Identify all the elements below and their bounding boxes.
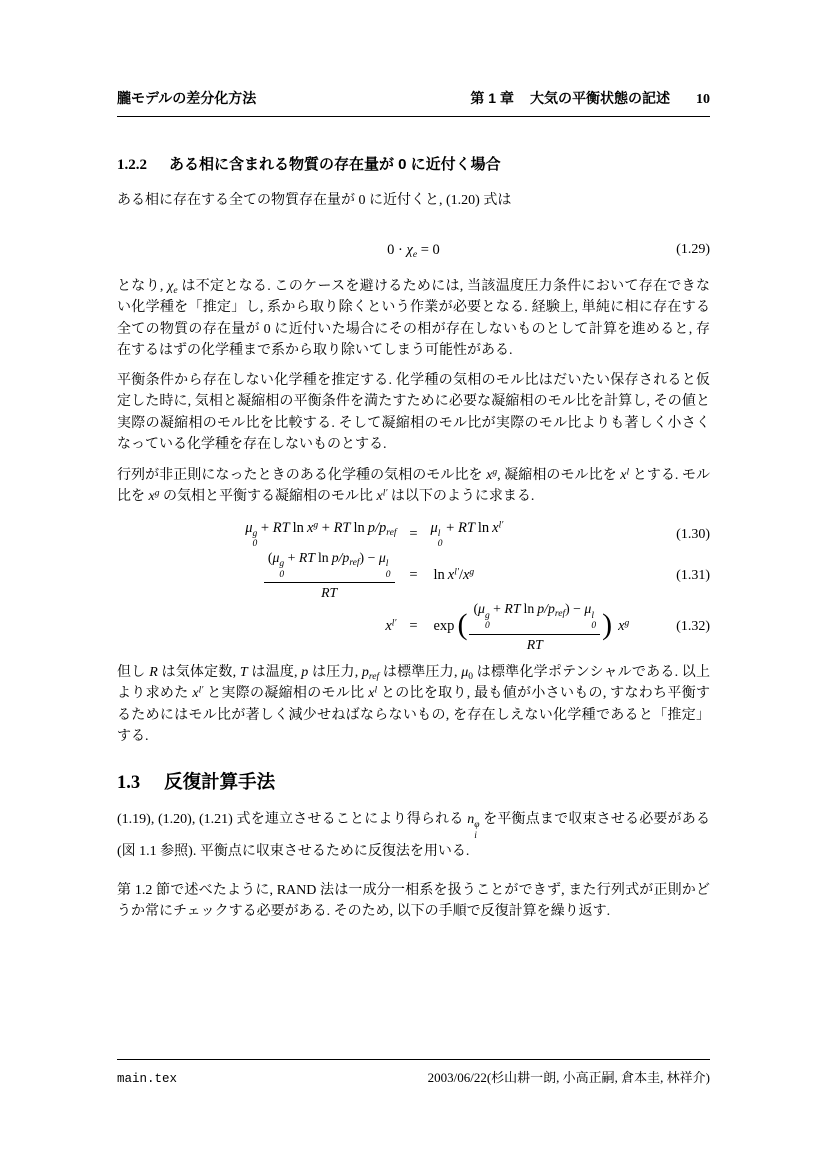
page-number: 10	[696, 92, 710, 107]
math-mu: μ	[461, 664, 469, 680]
math-rt: RT	[272, 519, 290, 536]
math-sup: g	[492, 467, 498, 477]
equation-rhs	[431, 601, 630, 652]
math-x: x	[368, 686, 375, 702]
paragraph-text: は不定となる. このケースを避けるためには, 当該温度圧力条件において存在できない化学種を「推定」し, 系から取り除くという作業が必要となる. 経験上, 単純に相に存在する全ての物質の存在量が 0 に近付いた場合にその相が存在しないものとして計算を進めると, 存在するはずの化学種まで系から取り除いてしまう可能性がある.	[117, 278, 710, 358]
math-sub: 0	[591, 621, 597, 632]
header-doc-title: 朧モデルの差分化方法	[117, 90, 257, 106]
math-x: x	[618, 618, 625, 635]
math-sup: g	[484, 610, 490, 621]
paragraph-text: 但し	[117, 664, 150, 680]
math-sub: i	[474, 830, 477, 841]
fraction-denominator: RT	[526, 636, 543, 652]
equation-1-32	[117, 601, 710, 652]
math-r: R	[149, 664, 158, 680]
math-op: +	[489, 601, 505, 617]
paragraph-text: は圧力,	[308, 664, 362, 680]
math-sub: 0	[279, 569, 285, 580]
math-mu: μ	[272, 549, 280, 565]
fraction	[264, 550, 395, 601]
running-header	[117, 88, 710, 117]
math-sup: g	[279, 559, 285, 570]
math-ln: ln	[523, 601, 535, 617]
equals-sign: =	[409, 526, 418, 543]
equation-1-29	[117, 238, 710, 262]
math-x: x	[148, 489, 155, 504]
math-rt: RT	[504, 601, 521, 617]
math-sub: ref	[368, 671, 380, 682]
paragraph-text: (1.19), (1.20), (1.21) 式を連立させることにより得られる	[117, 811, 468, 827]
math-sub: ref	[386, 527, 397, 538]
paragraph-text: との比を取り, 最も値が小さいもの, すなわち平衡するためにはモル比が著しく減少せねばならないもの, を存在しえない化学種であると「推定」する.	[117, 686, 711, 745]
math-sup: l′	[454, 567, 459, 578]
math-sub: 0	[437, 539, 443, 550]
paragraph-text: 行列が非正則になったときのある化学種の気相のモル比を	[117, 467, 487, 483]
math-n: n	[467, 811, 475, 827]
math-op: /	[458, 567, 463, 584]
math-sub: ref	[554, 609, 566, 620]
equation-rhs	[431, 520, 504, 550]
paragraph-text: は温度,	[247, 664, 302, 680]
footer-filename: main.tex	[117, 1072, 178, 1086]
math-sup: g	[313, 520, 319, 530]
equation-lhs	[262, 550, 397, 601]
math-sup: g	[252, 529, 258, 539]
math-sup: l	[626, 467, 630, 477]
paragraph	[117, 662, 710, 748]
math-sup: g	[624, 618, 630, 629]
math-ln: ln	[292, 519, 304, 536]
math-x: x	[462, 567, 470, 584]
big-paren-open: (	[457, 607, 468, 641]
section-number: 1.3	[117, 772, 141, 793]
math-rt: RT	[457, 519, 475, 536]
math-x: x	[492, 519, 499, 536]
header-right	[470, 88, 710, 108]
math-chi: χ	[167, 278, 174, 294]
math-x: x	[306, 519, 314, 536]
equation-lhs	[245, 520, 396, 550]
fraction-numerator	[469, 601, 600, 634]
math-sub: 0	[385, 569, 391, 580]
paragraph-text: を平衡点まで収束させる必要がある (図 1.1 参照). 平衡点に収束させるために反復法を用いる.	[117, 811, 710, 859]
subsection-number: 1.2.2	[117, 157, 147, 173]
paragraph-text: とする. モル比を	[117, 467, 711, 504]
math-x: x	[486, 467, 493, 483]
math-sup: l	[437, 529, 441, 539]
math-x: x	[192, 686, 199, 702]
equation-number: (1.32)	[676, 618, 710, 634]
math-sup: g	[469, 567, 475, 578]
math-sup: φ	[474, 820, 480, 831]
paragraph-text: は以下のように求まる.	[387, 489, 535, 504]
math-paren: (	[267, 549, 273, 565]
math-term: 0 ·	[387, 241, 407, 258]
math-sub: 0	[484, 621, 490, 632]
math-term: = 0	[417, 241, 440, 258]
paragraph-text: 第 1.2 節で述べたように, RAND 法は一成分一相系を扱うことができず, また行列式が正則かどうか常にチェックする必要がある. そのため, 以下の手順で反復計算を繰り返す.	[117, 882, 710, 919]
paragraph	[117, 465, 710, 508]
equals-sign: =	[409, 618, 418, 635]
equation-1-30	[117, 520, 710, 550]
subsection-heading	[117, 153, 710, 174]
equation-number: (1.29)	[676, 241, 710, 257]
math-sub: ref	[349, 557, 360, 568]
page-footer	[117, 1059, 710, 1086]
math-x: x	[620, 467, 627, 483]
footer-date-authors: 2003/06/22(杉山耕一朗, 小高正嗣, 倉本圭, 林祥介)	[427, 1070, 710, 1085]
equation-rhs	[431, 567, 475, 584]
math-sup: l′	[198, 685, 204, 696]
header-chapter-title: 大気の平衡状態の記述	[530, 90, 670, 106]
math-paren: (	[473, 601, 479, 617]
math-sub: 0	[252, 539, 258, 550]
math-p: p	[301, 664, 309, 680]
math-sup: l′	[382, 488, 388, 499]
paragraph-text: は標準圧力,	[379, 664, 462, 680]
paragraph-text: は気体定数,	[157, 664, 240, 680]
math-op: +	[284, 549, 299, 565]
big-paren-close: )	[602, 607, 613, 641]
math-ln: ln	[433, 567, 445, 584]
paragraph	[117, 370, 710, 456]
paragraph	[117, 190, 710, 212]
math-mu: μ	[245, 519, 253, 536]
paragraph-text: 平衡条件から存在しない化学種を推定する. 化学種の気相のモル比はだいたい保存されると仮定した時に, 気相と凝縮相の平衡条件を満たすために必要な凝縮相のモル比を計算し, その値と実際の凝縮相のモル比を比較する. そして凝縮相のモル比が実際のモル比よりも著しく小さくなっている化学種を存在しないものとする.	[117, 372, 710, 452]
math-op: +	[442, 519, 458, 536]
equation-block	[117, 520, 710, 653]
math-subsup	[386, 559, 391, 580]
paragraph-text: , 凝縮相のモル比を	[497, 467, 621, 483]
equation-1-31	[117, 550, 710, 601]
section-title: 反復計算手法	[164, 770, 276, 792]
math-mu: μ	[584, 601, 592, 617]
math-p-over-pref: p/p	[367, 519, 387, 536]
math-mu: μ	[378, 549, 386, 565]
math-mu: μ	[430, 519, 438, 536]
fraction-denominator: RT	[321, 585, 338, 601]
math-sup: l	[591, 610, 594, 621]
paragraph-text: と実際の凝縮相のモル比	[203, 686, 369, 702]
header-chapter: 第 1 章	[470, 90, 514, 106]
math-x: x	[385, 618, 392, 635]
math-chi: χ	[406, 241, 413, 258]
paragraph-text: ある相に存在する全ての物質存在量が 0 に近付くと, (1.20) 式は	[117, 193, 512, 208]
math-op: +	[257, 519, 273, 536]
math-op: +	[318, 519, 334, 536]
math-p-over-pref: p/p	[537, 601, 555, 617]
math-sub: e	[173, 285, 178, 296]
equation-lhs	[385, 618, 396, 635]
math-ln: ln	[317, 549, 329, 565]
paragraph-text: の気相と平衡する凝縮相のモル比	[159, 489, 377, 504]
math-p: p	[361, 664, 369, 680]
math-sup: l	[385, 559, 389, 570]
math-paren: ) −	[565, 601, 585, 617]
math-rt: RT	[333, 519, 351, 536]
paragraph	[117, 809, 710, 863]
section-heading	[117, 768, 710, 794]
math-sub: 0	[468, 671, 473, 682]
equals-sign: =	[409, 567, 418, 584]
math-paren: ) −	[359, 549, 379, 565]
math-ln: ln	[477, 519, 490, 536]
math-p-over-pref: p/p	[331, 549, 350, 565]
math-x: x	[447, 567, 455, 584]
math-x: x	[376, 489, 383, 504]
page-content	[117, 0, 710, 923]
math-ln: ln	[353, 519, 365, 536]
math-rt: RT	[298, 549, 315, 565]
math-mu: μ	[478, 601, 485, 617]
math-sup: l′	[391, 618, 397, 629]
math-sup: l′	[498, 520, 504, 530]
math-sup: g	[154, 488, 160, 499]
math-subsup	[591, 611, 596, 632]
equation-number: (1.30)	[676, 526, 710, 542]
subsection-title: ある相に含まれる物質の存在量が 0 に近付く場合	[169, 156, 501, 173]
math-t: T	[239, 664, 248, 680]
math-sup: l	[374, 685, 378, 696]
fraction-numerator	[264, 550, 395, 583]
paragraph-text: となり,	[117, 278, 168, 294]
paragraph	[117, 276, 710, 362]
equation-number: (1.31)	[676, 567, 710, 583]
math-sub: e	[412, 249, 418, 260]
paragraph	[117, 880, 710, 923]
fraction	[469, 601, 600, 652]
math-exp: exp	[433, 618, 455, 635]
paragraph-text: は標準化学ポテンシャルである. 以上より求めた	[117, 664, 711, 702]
